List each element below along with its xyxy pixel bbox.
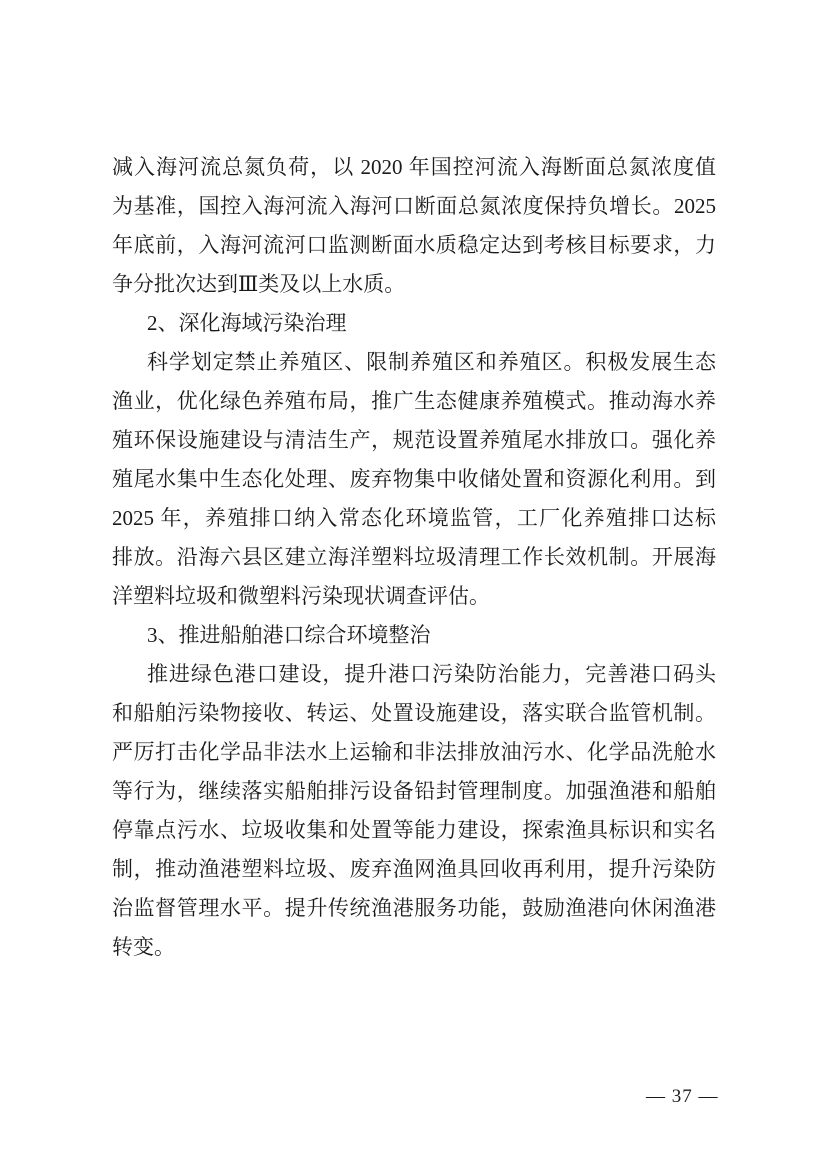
text-line: 转变。	[112, 935, 175, 959]
text-line: 为基准，国控入海河流入海河口断面总氮浓度保持负增长。2025	[112, 194, 716, 218]
text-line: 争分批次达到Ⅲ类及以上水质。	[112, 272, 406, 296]
text-line: 停靠点污水、垃圾收集和处置等能力建设，探索渔具标识和实名	[112, 818, 716, 842]
text-line: 2025 年，养殖排口纳入常态化环境监管，工厂化养殖排口达标	[112, 506, 716, 530]
text-line: 渔业，优化绿色养殖布局，推广生态健康养殖模式。推动海水养	[112, 389, 716, 413]
text-line: 殖尾水集中生态化处理、废弃物集中收储处置和资源化利用。到	[112, 467, 716, 491]
text-line: 和船舶污染物接收、转运、处置设施建设，落实联合监管机制。	[112, 701, 716, 725]
section-heading: 2、深化海域污染治理	[147, 311, 347, 335]
text-line: 排放。沿海六县区建立海洋塑料垃圾清理工作长效机制。开展海	[112, 545, 716, 569]
page-number: — 37 —	[646, 1086, 719, 1107]
text-line: 殖环保设施建设与清洁生产，规范设置养殖尾水排放口。强化养	[112, 428, 716, 452]
text-line: 洋塑料垃圾和微塑料污染现状调查评估。	[112, 584, 490, 608]
text-line: 制，推动渔港塑料垃圾、废弃渔网渔具回收再利用，提升污染防	[112, 857, 716, 881]
text-line: 减入海河流总氮负荷，以 2020 年国控河流入海断面总氮浓度值	[112, 155, 716, 179]
text-line: 科学划定禁止养殖区、限制养殖区和养殖区。积极发展生态	[147, 350, 716, 374]
text-line: 等行为，继续落实船舶排污设备铅封管理制度。加强渔港和船舶	[112, 779, 716, 803]
text-line: 推进绿色港口建设，提升港口污染防治能力，完善港口码头	[147, 662, 716, 686]
text-line: 严厉打击化学品非法水上运输和非法排放油污水、化学品洗舱水	[112, 740, 716, 764]
text-line: 年底前，入海河流河口监测断面水质稳定达到考核目标要求，力	[112, 233, 716, 257]
section-heading: 3、推进船舶港口综合环境整治	[147, 623, 431, 647]
document-body	[112, 148, 716, 967]
text-line: 治监督管理水平。提升传统渔港服务功能，鼓励渔港向休闲渔港	[112, 896, 716, 920]
